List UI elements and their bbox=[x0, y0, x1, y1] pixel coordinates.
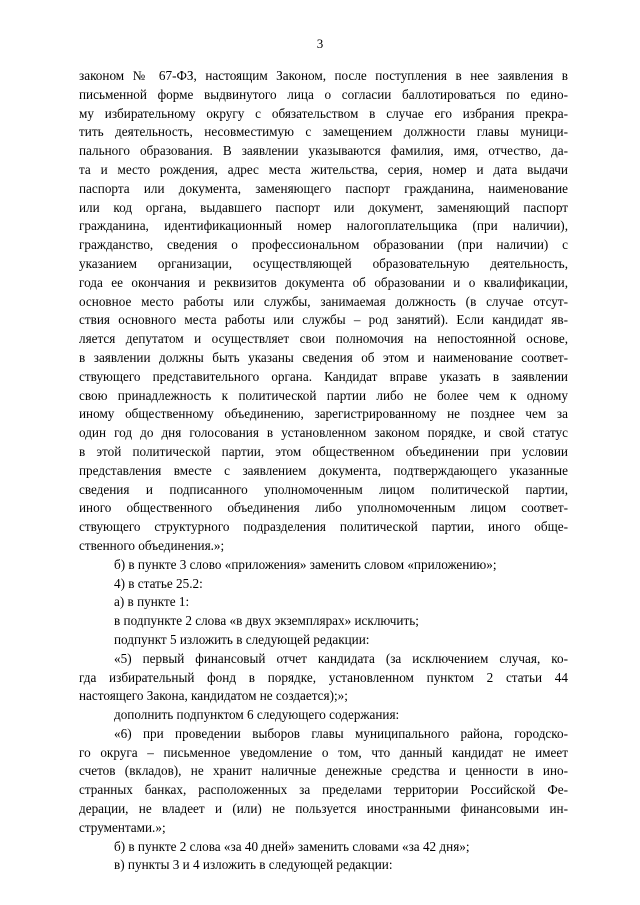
text-line: или код органа, выдавшего паспорт или документ, заменяющий паспорт bbox=[79, 199, 568, 215]
text-line: а) в пункте 1: bbox=[114, 594, 190, 610]
text-line: ляется депутатом и осуществляет свои полномочия на непостоянной основе, bbox=[79, 331, 568, 347]
text-line: дополнить подпунктом 6 следующего содержания: bbox=[114, 707, 400, 723]
text-line: дерации, не владеет и (или) не пользуется иностранными финансовыми ин- bbox=[79, 801, 568, 817]
text-line: года ее окончания и реквизитов документа об образовании и о квалификации, bbox=[79, 274, 568, 290]
text-line: сведения и подписанного уполномоченным лицом политической партии, bbox=[79, 481, 568, 497]
text-line: в этой политической партии, этом общественном объединении при условии bbox=[79, 443, 568, 459]
text-line: указанием организации, осуществляющей образовательную деятельность, bbox=[79, 255, 568, 271]
page-number: 3 bbox=[316, 36, 324, 51]
text-line: паспорта или документа, заменяющего паспорт гражданина, наименование bbox=[79, 180, 568, 196]
text-line: тить деятельность, несовместимую с замещением должности главы муници- bbox=[79, 124, 568, 140]
text-line: свою принадлежность к политической партии либо не более чем к одному bbox=[79, 387, 568, 403]
text-line: гражданство, сведения о профессиональном образовании (при наличии) с bbox=[79, 237, 568, 253]
text-line: му избирательному округу с обязательством в случае его избрания прекра- bbox=[79, 105, 568, 121]
text-line: та и место рождения, адрес места жительства, серия, номер и дата выдачи bbox=[79, 161, 568, 177]
text-line: в заявлении должны быть указаны сведения об этом и наименование соответ- bbox=[79, 349, 568, 365]
text-line: ственного объединения.»; bbox=[79, 537, 225, 553]
text-line: го округа – письменное уведомление о том, что данный кандидат не имеет bbox=[79, 744, 568, 760]
text-line: ствующего структурного подразделения политической партии, иного обще- bbox=[79, 519, 568, 535]
text-line: «5) первый финансовый отчет кандидата (за исключением случая, ко- bbox=[114, 650, 568, 666]
text-line: странных банках, расположенных за пределами территории Российской Фе- bbox=[79, 782, 568, 798]
text-line: счетов (вкладов), не хранит наличные денежные средства и ценности в ино- bbox=[79, 763, 568, 779]
text-line: пального образования. В заявлении указываются фамилия, имя, отчество, да- bbox=[79, 143, 568, 159]
text-line: письменной форме выдвинутого лица о согласии баллотироваться по едино- bbox=[79, 86, 568, 102]
text-line: «6) при проведении выборов главы муниципального района, городско- bbox=[114, 725, 568, 741]
text-line: гда избирательный фонд в порядке, установленном пунктом 2 статьи 44 bbox=[79, 669, 568, 685]
text-line: ствия основного места работы или службы – род занятий). Если кандидат яв- bbox=[79, 312, 568, 328]
text-line: ствующего представительного органа. Кандидат вправе указать в заявлении bbox=[79, 368, 568, 384]
text-line: в подпункте 2 слова «в двух экземплярах» исключить; bbox=[114, 613, 419, 629]
text-line: настоящего Закона, кандидатом не создается);»; bbox=[79, 688, 348, 704]
text-line: 4) в статье 25.2: bbox=[114, 575, 203, 591]
text-line: основное место работы или службы, занимаемая должность (в случае отсут- bbox=[79, 293, 568, 309]
text-line: б) в пункте 3 слово «приложения» заменить словом «приложению»; bbox=[114, 556, 497, 572]
text-line: струментами.»; bbox=[79, 819, 166, 835]
text-line: б) в пункте 2 слова «за 40 дней» заменить словами «за 42 дня»; bbox=[114, 838, 470, 854]
text-line: иному общественному объединению, зарегистрированному не позднее чем за bbox=[79, 406, 568, 422]
text-line: представления вместе с заявлением документа, подтверждающего указанные bbox=[79, 462, 568, 478]
text-line: иного общественного объединения либо уполномоченным лицом соответ- bbox=[79, 500, 568, 516]
text-line: в) пункты 3 и 4 изложить в следующей редакции: bbox=[114, 857, 393, 873]
text-line: законом № 67-ФЗ, настоящим Законом, после поступления в нее заявления в bbox=[79, 68, 568, 83]
text-line: один год до дня голосования в установленном законом порядке, и свой статус bbox=[79, 425, 568, 441]
text-line: гражданина, идентификационный номер налогоплательщика (при наличии), bbox=[79, 218, 568, 234]
body-text bbox=[79, 67, 568, 875]
text-line: подпункт 5 изложить в следующей редакции: bbox=[114, 631, 370, 647]
